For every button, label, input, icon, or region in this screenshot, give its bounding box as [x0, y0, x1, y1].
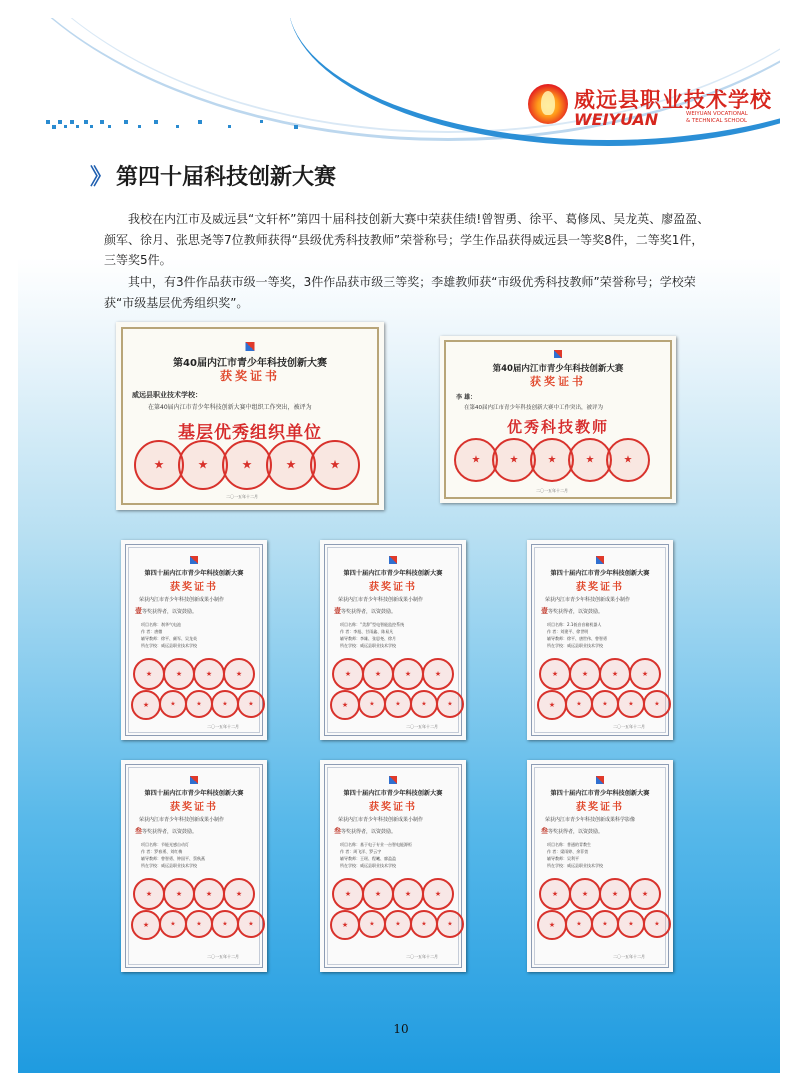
decorative-dot — [260, 120, 263, 123]
certificate-line-2: 壹等奖获得者，以资鼓励。 — [541, 607, 604, 615]
logo-english-subtitle: WEIYUAN VOCATIONAL & TECHNICAL SCHOOL — [686, 111, 748, 124]
certificate-heading: 第40届内江市青少年科技创新大赛 — [492, 364, 624, 374]
certificate-line-2: 壹等奖获得者，以资鼓励。 — [334, 607, 397, 615]
school-logo — [518, 80, 772, 136]
certificate-student-award — [320, 540, 466, 740]
red-seal — [410, 910, 438, 938]
certificate-recipient: 威远县职业技术学校： — [132, 391, 202, 399]
certificate-line-2: 叁等奖获得者，以资鼓励。 — [334, 827, 397, 835]
certificate-author: 作 者：罗春勇、刘红梅 — [141, 849, 183, 854]
red-seal — [591, 910, 619, 938]
certificate-line-1: 荣获内江市青少年科技创新成果科学影像 — [545, 817, 636, 823]
certificate-date: 二〇一五年十二月 — [226, 494, 258, 499]
certificate-school: 所在学校：威远县职业技术学校 — [141, 863, 197, 868]
certificate-author: 作 者：梁雨婷、余菲萱 — [547, 849, 589, 854]
certificate-tutor: 辅导教师：李雄、张思尧、徐月 — [340, 636, 396, 641]
certificate-school: 所在学校：威远县职业技术学校 — [340, 643, 396, 648]
red-seal — [617, 910, 645, 938]
decorative-dot — [154, 120, 158, 124]
red-seal — [384, 690, 412, 718]
certificate-rank: 壹 — [135, 607, 142, 615]
red-seal — [569, 658, 601, 690]
certificate-rank: 叁 — [541, 827, 548, 835]
certificate-line-1: 荣获内江市青少年科技创新成果小制作 — [338, 597, 424, 603]
decorative-dot — [76, 125, 79, 128]
red-seal — [163, 658, 195, 690]
certificate-line-1: 荣获内江市青少年科技创新成果小制作 — [139, 597, 225, 603]
certificate-line-1: 荣获内江市青少年科技创新成果小制作 — [139, 817, 225, 823]
red-seal — [436, 910, 464, 938]
certificate-emblem-icon — [596, 776, 604, 784]
red-seal — [211, 910, 239, 938]
section-title — [90, 160, 336, 191]
red-seal — [193, 658, 225, 690]
brochure-page — [18, 18, 780, 1073]
certificate-author: 作 者：李旭、甘雨鑫、陈易凡 — [340, 629, 394, 634]
red-seal — [606, 438, 650, 482]
certificate-student-award — [121, 760, 267, 972]
red-seal — [537, 910, 567, 940]
red-seal — [436, 690, 464, 718]
decorative-dot — [70, 120, 74, 124]
certificate-subheading: 获奖证书 — [530, 375, 586, 388]
decorative-dot — [228, 125, 231, 128]
decorative-dot — [52, 125, 56, 129]
red-seal — [565, 690, 593, 718]
red-seal — [133, 878, 165, 910]
red-seal — [629, 878, 661, 910]
red-seal — [569, 878, 601, 910]
certificate-date: 二〇一五年十二月 — [207, 724, 239, 729]
certificate-author: 作 者：周飞洋、罗云宇 — [340, 849, 382, 854]
decorative-dot — [138, 125, 141, 128]
certificate-author: 作 者：刘建平、徐世明 — [547, 629, 589, 634]
red-seal — [392, 878, 424, 910]
certificate-heading: 第40届内江市青少年科技创新大赛 — [173, 358, 327, 369]
certificate-tutor: 辅导教师：曾智勇、钟国平、蔡秋燕 — [141, 856, 205, 861]
certificate-project: 项目名称：“美辞”型电智能监控系统 — [340, 622, 405, 627]
red-seal — [332, 878, 364, 910]
red-seal — [384, 910, 412, 938]
certificate-line-1: 荣获内江市青少年科技创新成果小制作 — [338, 817, 424, 823]
red-seal — [358, 690, 386, 718]
red-seal — [643, 690, 671, 718]
certificate-emblem-icon — [190, 776, 198, 784]
certificate-date: 二〇一五年十二月 — [613, 724, 645, 729]
red-seal — [358, 910, 386, 938]
red-seal — [159, 690, 187, 718]
certificate-student-award — [527, 540, 673, 740]
certificate-tutor: 辅导教师：吴利平 — [547, 856, 579, 861]
certificate-school: 所在学校：威远县职业技术学校 — [340, 863, 396, 868]
certificate-rank: 壹 — [334, 607, 341, 615]
red-seal — [178, 440, 228, 490]
section-title-text: 第四十届科技创新大赛 — [116, 165, 337, 190]
red-seal — [539, 658, 571, 690]
certificate-subheading: 获奖证书 — [219, 369, 280, 383]
certificate-tutor: 辅导教师：徐平、唐世伟、曾智勇 — [547, 636, 607, 641]
red-seal — [131, 690, 161, 720]
certificate-heading: 第四十届内江市青少年科技创新大赛 — [144, 790, 244, 797]
certificate-school: 所在学校：威远县职业技术学校 — [547, 643, 603, 648]
certificate-heading: 第四十届内江市青少年科技创新大赛 — [343, 790, 443, 797]
red-seal — [617, 690, 645, 718]
certificate-author: 作 者：唐微 — [141, 629, 163, 634]
red-seal — [643, 910, 671, 938]
red-seal — [237, 910, 265, 938]
certificate-subheading: 获奖证书 — [170, 802, 218, 813]
intro-paragraph-2: 其中，有3件作品获市级一等奖，3件作品获市级三等奖；李雄教师获“市级优秀科技教师”荣誉称号；学校荣获“市级基层优秀组织奖”。 — [104, 275, 696, 310]
certificate-project: 项目名称：普通的青教生 — [547, 842, 591, 847]
red-seal — [133, 658, 165, 690]
certificate-student-award — [121, 540, 267, 740]
red-seal — [362, 658, 394, 690]
red-seal — [310, 440, 360, 490]
red-seal — [410, 690, 438, 718]
certificate-body: 在第40届内江市青少年科技创新大赛中工作突出，被评为 — [464, 405, 604, 411]
certificate-heading: 第四十届内江市青少年科技创新大赛 — [550, 790, 650, 797]
certificate-award-title: 基层优秀组织单位 — [178, 423, 322, 443]
red-seal — [565, 910, 593, 938]
decorative-dot — [108, 125, 111, 128]
red-seal — [223, 878, 255, 910]
red-seal — [163, 878, 195, 910]
decorative-dot — [124, 120, 128, 124]
certificate-tutor: 辅导教师：徐平、颜军、吴龙英 — [141, 636, 197, 641]
certificate-student-award — [320, 760, 466, 972]
certificate-school: 所在学校：威远县职业技术学校 — [547, 863, 603, 868]
logo-chinese-name: 威远县职业技术学校 — [574, 88, 772, 112]
decorative-dot — [198, 120, 202, 124]
red-seal — [591, 690, 619, 718]
decorative-dot — [90, 125, 93, 128]
red-seal — [629, 658, 661, 690]
certificate-emblem-icon — [596, 556, 604, 564]
certificate-tutor: 辅导教师：王瑶、程曦、廖盈盈 — [340, 856, 396, 861]
red-seal — [392, 658, 424, 690]
certificate-date: 二〇一五年十二月 — [613, 954, 645, 959]
certificate-award-title: 优秀科技教师 — [506, 418, 609, 436]
certificate-line-2: 壹等奖获得者，以资鼓励。 — [135, 607, 198, 615]
certificate-project: 项目名称：刹华气电池 — [141, 622, 181, 627]
logo-english-name: WEIYUAN — [574, 110, 659, 129]
red-seal — [159, 910, 187, 938]
red-seal — [332, 658, 364, 690]
title-marker-icon: 》 — [90, 165, 113, 190]
certificate-line-1: 荣获内江市青少年科技创新成果小制作 — [545, 597, 631, 603]
certificate-subheading: 获奖证书 — [576, 802, 624, 813]
certificate-subheading: 获奖证书 — [170, 582, 218, 593]
red-seal — [330, 690, 360, 720]
red-seal — [599, 878, 631, 910]
decorative-dot — [58, 120, 62, 124]
certificate-rank: 壹 — [541, 607, 548, 615]
red-seal — [131, 910, 161, 940]
certificate-subheading: 获奖证书 — [369, 582, 417, 593]
decorative-dot — [46, 120, 50, 124]
red-seal — [539, 878, 571, 910]
certificate-rank: 叁 — [334, 827, 341, 835]
certificate-recipient: 李 雄： — [456, 394, 477, 401]
certificate-project: 项目名称：基于电子专业一台智电能源柜 — [340, 842, 412, 847]
red-seal — [422, 658, 454, 690]
certificate-rank: 叁 — [135, 827, 142, 835]
certificate-emblem-icon — [246, 342, 255, 351]
decorative-dot — [176, 125, 179, 128]
school-emblem-icon — [528, 84, 568, 124]
certificate-project: 项目名称：2.1低音音箱机器人 — [547, 622, 602, 627]
red-seal — [223, 658, 255, 690]
red-seal — [211, 690, 239, 718]
certificate-line-2: 叁等奖获得者，以资鼓励。 — [541, 827, 604, 835]
certificate-date: 二〇一五年十二月 — [207, 954, 239, 959]
red-seal — [185, 690, 213, 718]
certificate-teacher-award — [440, 336, 676, 503]
certificate-project: 项目名称：节能光感自动灯 — [141, 842, 189, 847]
certificate-emblem-icon — [554, 350, 562, 358]
certificate-student-award — [527, 760, 673, 972]
certificate-emblem-icon — [389, 556, 397, 564]
decorative-dot-bar — [46, 118, 336, 132]
certificate-subheading: 获奖证书 — [369, 802, 417, 813]
red-seal — [362, 878, 394, 910]
red-seal — [537, 690, 567, 720]
certificate-school: 所在学校：威远县职业技术学校 — [141, 643, 197, 648]
decorative-dot — [64, 125, 67, 128]
certificate-line-2: 叁等奖获得者，以资鼓励。 — [135, 827, 198, 835]
red-seal — [134, 440, 184, 490]
red-seal — [222, 440, 272, 490]
certificate-emblem-icon — [190, 556, 198, 564]
decorative-dot — [100, 120, 104, 124]
certificate-subheading: 获奖证书 — [576, 582, 624, 593]
red-seal — [185, 910, 213, 938]
red-seal — [330, 910, 360, 940]
intro-paragraph-1: 我校在内江市及威远县“文轩杯”第四十届科技创新大赛中荣获佳绩!曾智勇、徐平、葛修凤、吴龙英、廖盈盈、颜军、徐月、张思尧等7位教师获得“县级优秀科技教师”荣誉称号；学生作品获得威远县一等奖8件，二等奖1件，三等奖5件。 — [104, 212, 710, 267]
page-number: 10 — [393, 1022, 409, 1036]
decorative-dot — [294, 125, 298, 129]
certificate-heading: 第四十届内江市青少年科技创新大赛 — [550, 570, 650, 577]
red-seal — [237, 690, 265, 718]
certificate-emblem-icon — [389, 776, 397, 784]
red-seal — [599, 658, 631, 690]
red-seal — [193, 878, 225, 910]
certificate-heading: 第四十届内江市青少年科技创新大赛 — [343, 570, 443, 577]
decorative-dot — [84, 120, 88, 124]
red-seal — [422, 878, 454, 910]
certificate-organization-award — [116, 322, 384, 510]
red-seal — [266, 440, 316, 490]
certificate-date: 二〇一五年十二月 — [406, 724, 438, 729]
certificate-date: 二〇一五年十二月 — [406, 954, 438, 959]
certificate-date: 二〇一五年十二月 — [536, 488, 568, 493]
certificate-body: 在第40届内江市青少年科技创新大赛中组织工作突出，被评为 — [148, 404, 312, 411]
certificate-heading: 第四十届内江市青少年科技创新大赛 — [144, 570, 244, 577]
